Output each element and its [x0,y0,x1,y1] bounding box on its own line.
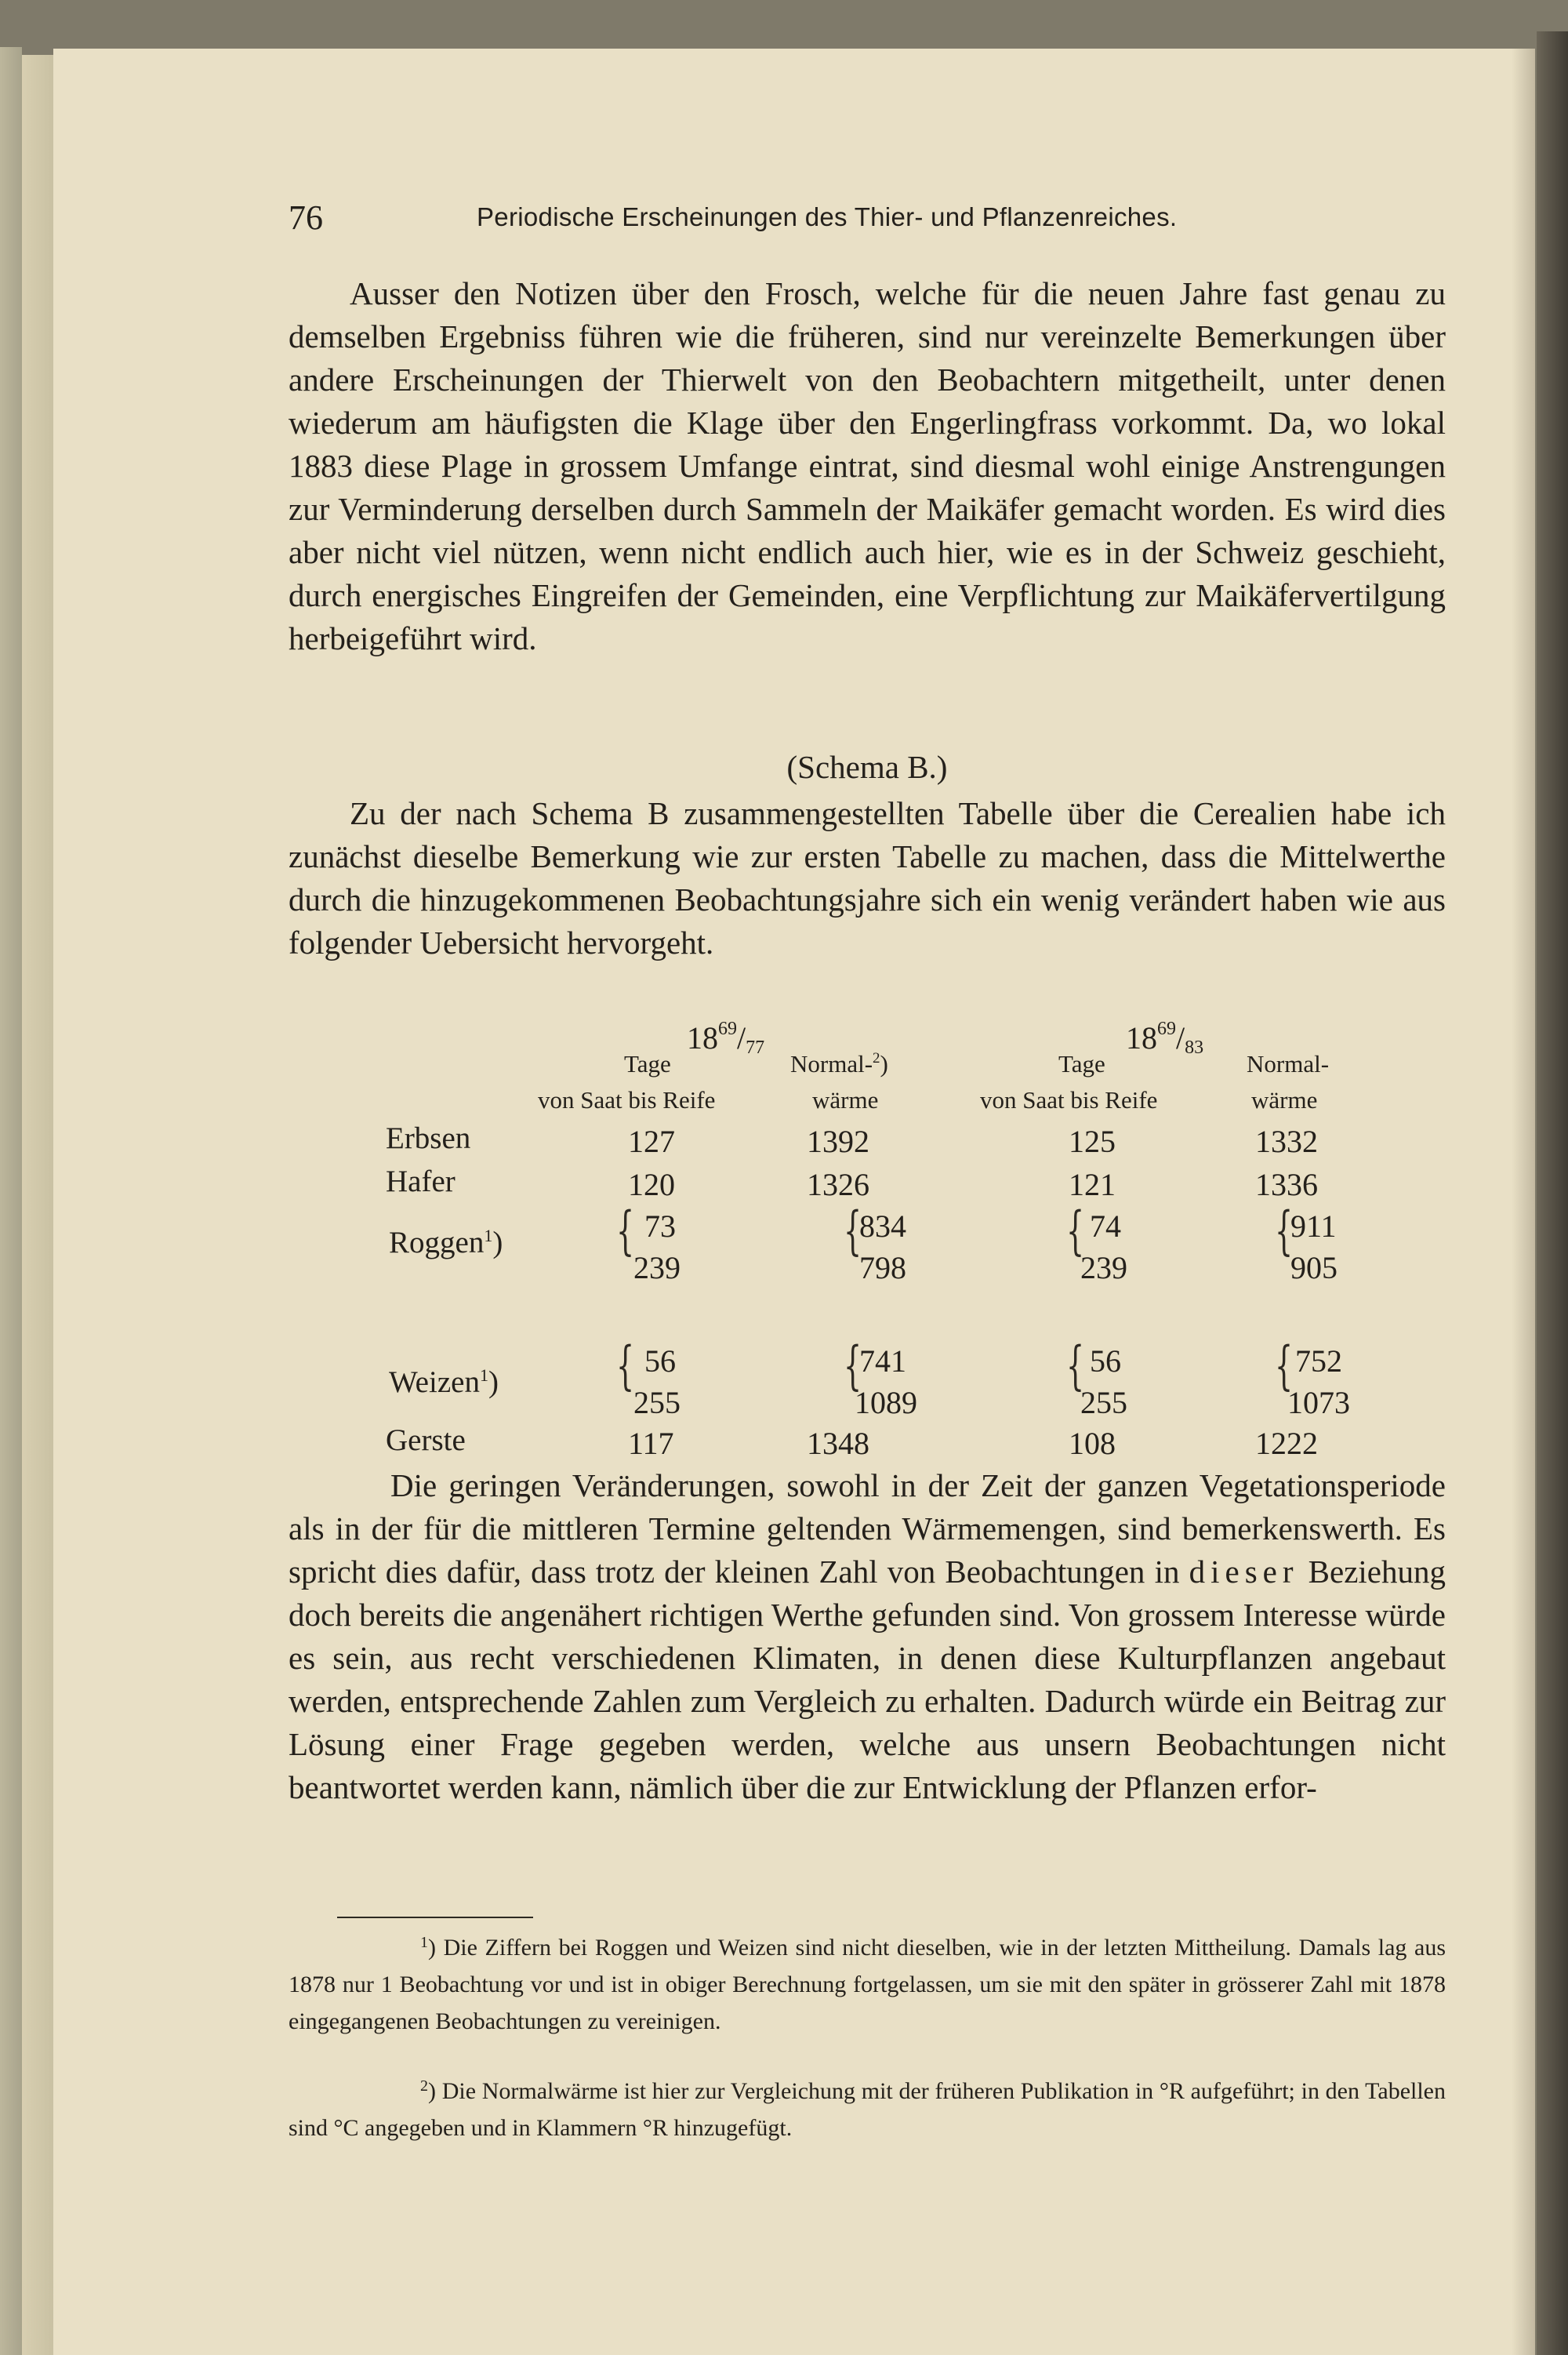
footnote-2 [289,2068,1446,2146]
row-label-hafer: Hafer [386,1165,456,1198]
cell-waerme-1-a: 834 [859,1208,906,1244]
cell-waerme-1: 1392 [807,1124,869,1159]
emphasis-dieser: dieser [1189,1554,1299,1590]
col-tage-sub-2: von Saat bis Reife [980,1086,1158,1114]
col-normal-1 [790,1050,888,1078]
running-title: Periodische Erscheinungen des Thier- und Pflanzenreiches. [477,202,1178,231]
paragraph-veraenderungen [289,1464,1446,1809]
cell-waerme-2: 1332 [1255,1124,1318,1159]
cell-tage-2: 121 [1069,1167,1116,1202]
paragraph-veraenderungen-end: Beziehung doch bereits die angenähert richtigen Werthe gefunden sind. Von grossem Interesse würde es sein, aus recht verschiedenen Klimaten, in denen diese Kulturpflanzen angebaut werden, entsprechende Zahlen zum Vergleich zu erhalten. Dadurch würde ein Beitrag zur Lösung einer Frage gegeben werden, welche aus unsern Beobachtungen nicht beantwortet werden kann, nämlich über die zur Entwicklung der Pflanzen erfor- [289,1554,1446,1805]
cell-waerme-2-a: 752 [1295,1343,1342,1379]
cell-tage-1: 127 [628,1124,675,1159]
footnote-ref-1-close: ) [492,1226,503,1259]
scan-background-left [0,47,22,2355]
period1-base: 18 [687,1020,718,1056]
row-label-weizen-text: Weizen [389,1365,480,1399]
row-label-weizen [389,1365,499,1400]
col-normal-1-label: Normal- [790,1050,873,1078]
footnote-2-mark: 2 [420,2077,428,2095]
brace-icon: { [1066,1201,1085,1261]
period1-sub: 77 [746,1038,765,1058]
row-label-roggen-text: Roggen [389,1226,485,1259]
footnote-1 [289,1924,1446,2040]
period-1869-77: $18^{69}/_{77}$ [687,1019,765,1058]
footnote-2-close: ) [428,2078,436,2104]
period2-base: 18 [1126,1020,1157,1056]
cell-waerme-1: 1348 [807,1426,869,1461]
footnote-rule [337,1917,533,1918]
page-header [53,198,1535,260]
page-number: 76 [289,198,323,237]
col-normal-2: Normal- [1247,1050,1330,1078]
page-edge-shadow [1512,49,1535,2355]
cell-tage-2-b: 255 [1080,1385,1127,1420]
cell-tage-2: 125 [1069,1124,1116,1159]
cell-waerme-2-a: 911 [1290,1208,1337,1244]
cell-waerme-2-b: 905 [1290,1250,1338,1285]
brace-icon: { [844,1201,862,1261]
col-normal-1-mark: 2 [873,1050,880,1067]
footnote-ref-1: 1 [479,1365,488,1385]
brace-icon: { [616,1201,635,1261]
footnote-1-mark: 1 [420,1934,428,1951]
cell-tage-2-b: 239 [1080,1250,1127,1285]
row-label-roggen [389,1225,503,1260]
cell-tage-1: 120 [628,1167,675,1202]
brace-icon: { [616,1336,635,1396]
paragraph-veraenderungen-start: Die geringen Veränderungen, sowohl in der Zeit der ganzen Vegetationsperiode als in der für die mittleren Termine geltenden Wärmemengen, sind bemerkenswerth. Es spricht dies dafür, dass trotz der kleinen Zahl von Beobachtungen in [289,1467,1446,1590]
cell-tage-2-a: 74 [1090,1208,1121,1244]
cell-waerme-2: 1222 [1255,1426,1318,1461]
footnote-ref-1-close: ) [488,1365,499,1399]
cell-waerme-2: 1336 [1255,1167,1318,1202]
period-1869-83: $18^{69}/_{83}$ [1126,1019,1204,1058]
cell-tage-1-a: 56 [644,1343,676,1379]
row-label-erbsen: Erbsen [386,1121,471,1155]
cell-waerme-1-b: 798 [859,1250,906,1285]
cell-tage-2-a: 56 [1090,1343,1121,1379]
footnote-ref-1: 1 [484,1226,493,1245]
cell-waerme-1-a: 741 [859,1343,906,1379]
brace-icon: { [844,1336,862,1396]
brace-icon: { [1066,1336,1085,1396]
col-tage-1: Tage [624,1050,671,1078]
book-page [53,49,1535,2355]
cell-tage-1-a: 73 [644,1208,676,1244]
period2-sub: 83 [1185,1038,1204,1058]
col-waerme-2: wärme [1251,1086,1318,1114]
cell-waerme-2-b: 1073 [1287,1385,1350,1420]
brace-icon: { [1275,1336,1294,1396]
period1-sup: 69 [718,1019,737,1039]
col-tage-2: Tage [1058,1050,1105,1078]
period2-sup: 69 [1157,1019,1176,1039]
scan-background-right [1537,31,1568,2355]
cell-tage-1: 117 [628,1426,674,1461]
col-tage-sub-1: von Saat bis Reife [538,1086,716,1114]
cell-tage-1-b: 255 [633,1385,681,1420]
col-waerme-1: wärme [812,1086,879,1114]
paragraph-cerealien: Zu der nach Schema B zusammengestellten Tabelle über die Cerealien habe ich zunächst dieselbe Bemerkung wie zur ersten Tabelle zu machen, dass die Mittelwerthe durch die hinzugekommenen Beobachtungsjahre sich ein wenig verändert haben wie aus folgender Uebersicht hervorgeht. [289,795,1446,961]
scan-page-stack-left [22,55,55,2355]
cell-waerme-1-b: 1089 [855,1385,917,1420]
paragraph-frosch: Ausser den Notizen über den Frosch, welche für die neuen Jahre fast genau zu demselben Ergebniss führen wie die früheren, sind nur vereinzelte Bemerkungen über andere Erscheinungen der Thierwelt von den Beobachtern mitgetheilt, unter denen wiederum am häufigsten die Klage über den Engerlingfrass vorkommt. Da, wo lokal 1883 diese Plage in grossem Umfange eintrat, sind diesmal wohl einige Anstrengungen zur Verminderung derselben durch Sammeln der Maikäfer gemacht worden. Es wird dies aber nicht viel nützen, wenn nicht endlich auch hier, wie es in der Schweiz geschieht, durch energisches Eingreifen der Gemeinden, eine Verpflichtung zur Maikäfervertilgung herbeigeführt wird. [289,275,1446,656]
brace-icon: { [1275,1201,1294,1261]
footnote-2-text: Die Normalwärme ist hier zur Vergleichung mit der früheren Publikation in °R aufgeführt; in den Tabellen sind °C angegeben und in Klammern °R hinzugefügt. [289,2078,1446,2141]
footnote-1-text: Die Ziffern bei Roggen und Weizen sind nicht dieselben, wie in der letzten Mittheilung. Damals lag aus 1878 nur 1 Beobachtung vor und ist in obiger Berechnung fortgelassen, um sie mit den später in grösserer Zahl mit 1878 eingegangenen Beobachtungen zu vereinigen. [289,1935,1446,2034]
col-normal-1-close: ) [880,1050,888,1078]
cell-tage-1-b: 239 [633,1250,681,1285]
footnote-1-close: ) [428,1935,436,1961]
cell-waerme-1: 1326 [807,1167,869,1202]
cell-tage-2: 108 [1069,1426,1116,1461]
schema-heading: (Schema B.) [786,749,948,785]
row-label-gerste: Gerste [386,1423,466,1457]
